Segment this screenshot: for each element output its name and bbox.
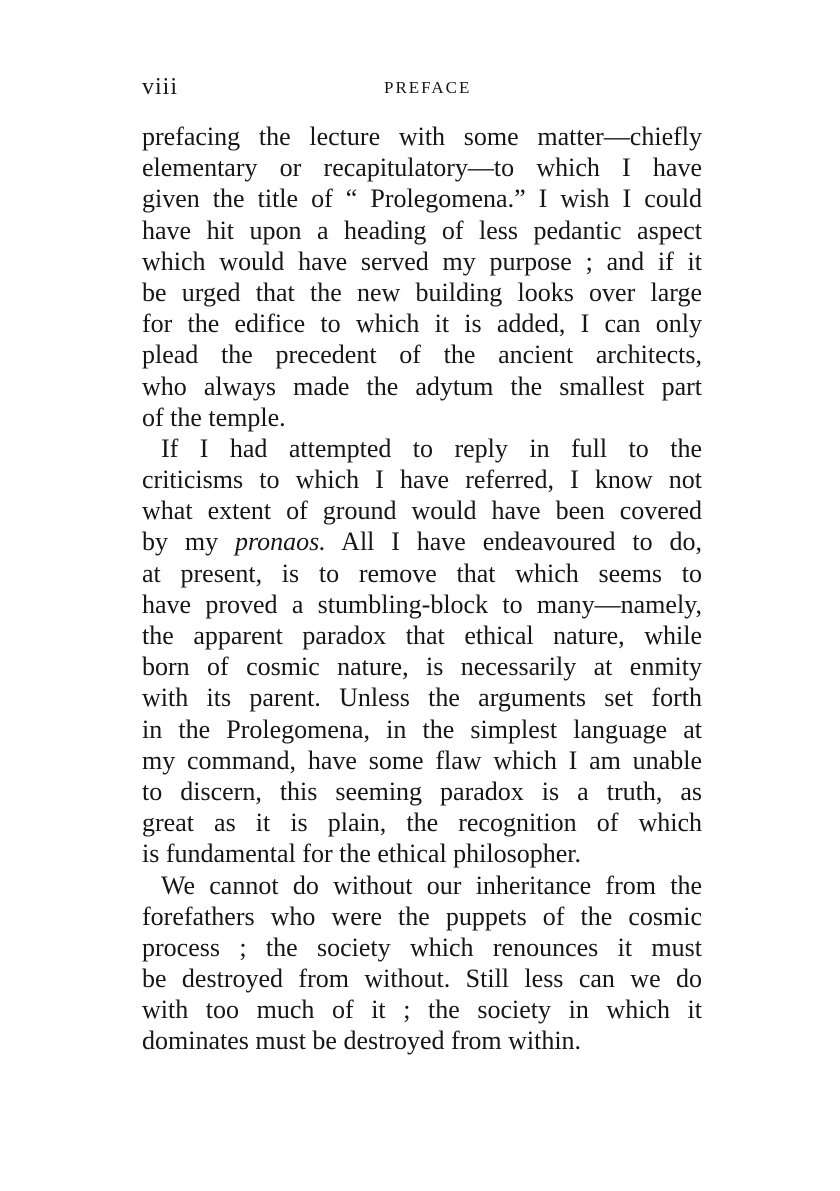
text-line: great as it is plain, the recognition of which: [142, 808, 702, 838]
paragraph: [142, 121, 702, 433]
text-line: If I had attempted to reply in full to the: [161, 433, 702, 463]
text-line: at present, is to remove that which seems to: [142, 558, 702, 588]
text-line: forefathers who were the puppets of the cosmic: [142, 901, 702, 931]
text-line: in the Prolegomena, in the simplest language at: [142, 714, 702, 744]
text-line: of the temple.: [142, 402, 286, 432]
text-line: have hit upon a heading of less pedantic aspect: [142, 215, 702, 245]
text-line: my command, have some flaw which I am unable: [142, 745, 702, 775]
text-line: process ; the society which renounces it must: [142, 932, 702, 962]
text-line: with too much of it ; the society in which it: [142, 995, 702, 1025]
body-text: [142, 121, 702, 1057]
italic-word: pronaos.: [234, 527, 326, 557]
text-line: the apparent paradox that ethical nature, while: [142, 621, 702, 650]
text-line: what extent of ground would have been covered: [142, 496, 702, 526]
text-line: to discern, this seeming paradox is a truth, as: [142, 776, 702, 806]
text-line: be urged that the new building looks over large: [142, 277, 702, 307]
paragraph: [142, 870, 702, 1057]
running-title: PREFACE: [384, 78, 472, 97]
text-line: be destroyed from without. Still less can we do: [142, 964, 702, 994]
text-line: for the edifice to which it is added, I can only: [142, 309, 702, 339]
text-line: born of cosmic nature, is necessarily at enmity: [142, 652, 702, 682]
text-line: is fundamental for the ethical philosopher.: [142, 839, 581, 869]
text-line: prefacing the lecture with some matter—chiefly: [142, 122, 702, 151]
text-line: [142, 526, 702, 557]
text-line: plead the precedent of the ancient architects,: [142, 340, 702, 370]
text-line: who always made the adytum the smallest part: [142, 371, 702, 401]
line-segment: by my: [142, 527, 235, 557]
text-line: given the title of “ Prolegomena.” I wish I could: [142, 184, 702, 214]
text-line: We cannot do without our inheritance from the: [161, 870, 702, 900]
text-line: dominates must be destroyed from within.: [142, 1026, 582, 1056]
page-number: viii: [142, 74, 179, 100]
text-line: with its parent. Unless the arguments set forth: [142, 683, 702, 713]
text-line: have proved a stumbling-block to many—namely,: [142, 589, 702, 619]
paragraph: [142, 433, 702, 870]
running-head: [142, 74, 702, 102]
text-line: which would have served my purpose ; and if it: [142, 246, 702, 276]
text-line: criticisms to which I have referred, I know not: [142, 465, 702, 495]
line-segment: All I have endeavoured to do,: [325, 527, 702, 557]
text-line: elementary or recapitulatory—to which I have: [142, 153, 702, 183]
